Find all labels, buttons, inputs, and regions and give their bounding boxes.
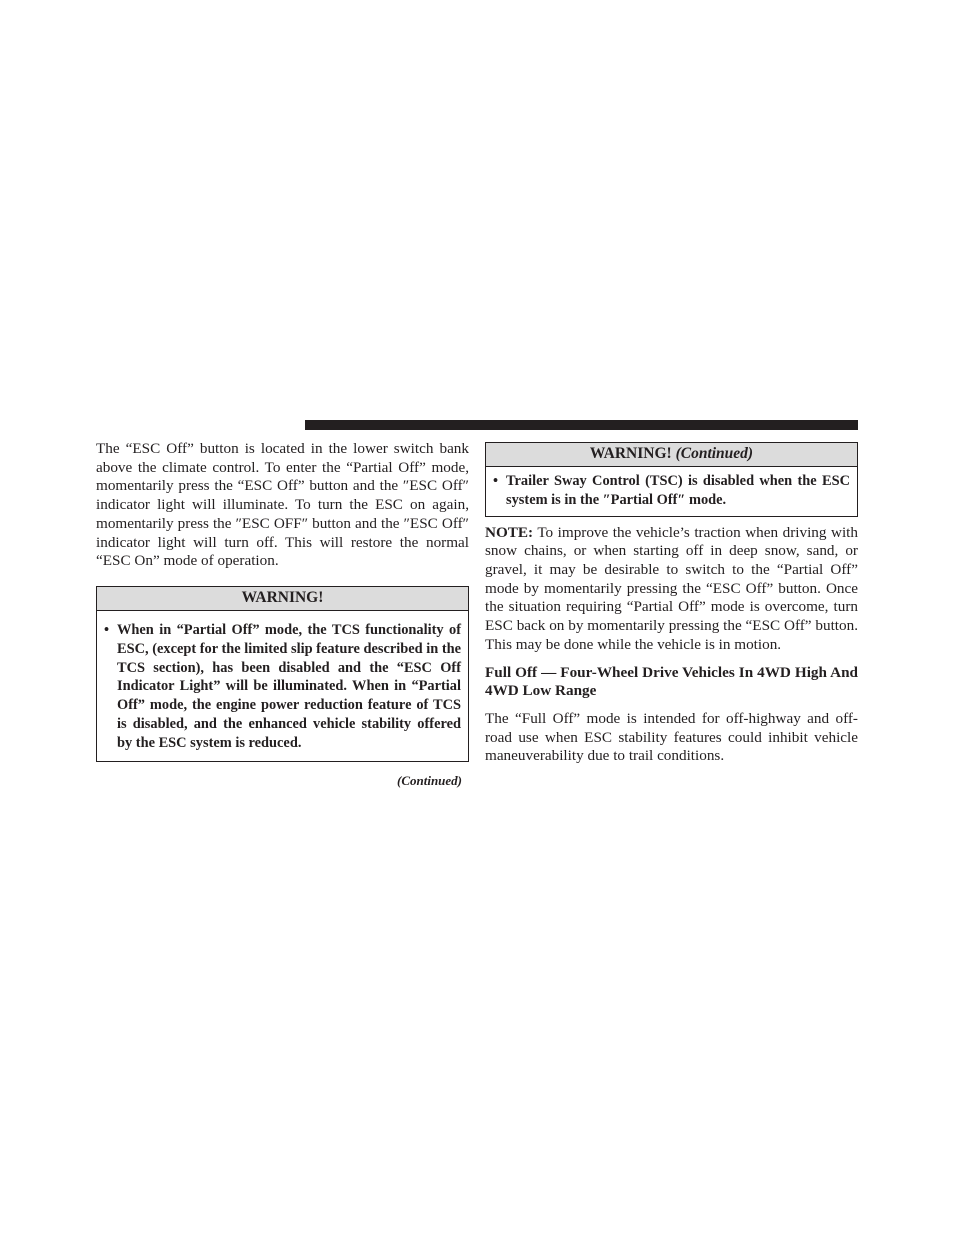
warning-text: When in “Partial Off” mode, the TCS functionality of ESC, (except for the limited slip feature described in the TCS section), has been disabled and the “ESC Off Indicator Light” will be illuminated. When in “Partial Off” mode, the engine power reduction feature of TCS is disabled, and the enhanced vehicle stability offered by the ESC system is reduced. — [117, 621, 462, 751]
note-paragraph — [485, 524, 858, 655]
warning-continued-header — [486, 443, 857, 467]
full-off-subheading: Full Off — Four-Wheel Drive Vehicles In 4WD High And 4WD Low Range — [485, 663, 858, 700]
warning-title: WARNING! — [241, 588, 324, 606]
warning-continued-suffix: (Continued) — [675, 445, 754, 462]
warning-bullet-item — [104, 621, 461, 753]
warning-continued-text: Trailer Sway Control (TSC) is disabled when the ESC system is in the ″Partial Off″ mode. — [506, 473, 850, 508]
continued-label: (Continued) — [396, 772, 462, 788]
warning-body — [97, 611, 468, 761]
warning-box — [96, 586, 469, 762]
warning-continued-title: WARNING! — [589, 445, 672, 462]
bullet-icon: • — [104, 621, 110, 638]
warning-header — [97, 587, 468, 611]
full-off-paragraph: The “Full Off” mode is intended for off-highway and off-road use when ESC stability features could inhibit vehicle maneuverability due to trail conditions. — [485, 709, 858, 765]
bullet-icon: • — [493, 473, 499, 489]
warning-continued-bullet-item — [493, 472, 850, 510]
left-column — [96, 440, 469, 790]
intro-paragraph: The “ESC Off” button is located in the lower switch bank above the climate control. To enter the “Partial Off” mode, momentarily press the “ESC Off” button and the ″ESC Off″ indicator light will illuminate. To turn the ESC on again, momentarily press the ″ESC OFF″ button and the ″ESC Off″ indicator light will turn off. This will restore the normal “ESC On” mode of operation. — [96, 440, 469, 570]
note-label: NOTE: — [485, 523, 534, 541]
right-column — [485, 442, 858, 766]
warning-continued-body — [486, 467, 857, 516]
note-text: To improve the vehicle’s traction when driving with snow chains, or when starting off in deep snow, sand, or gravel, it may be desirable to switch to the “Partial Off” mode by momentarily pressing the “ESC Off” button. Once the situation requiring “Partial Off” mode is overcome, turn ESC back on by momentarily pressing the “ESC Off” button. This may be done while the vehicle is in motion. — [485, 523, 858, 653]
warning-continued-box — [485, 442, 858, 517]
section-header-bar — [305, 420, 858, 430]
